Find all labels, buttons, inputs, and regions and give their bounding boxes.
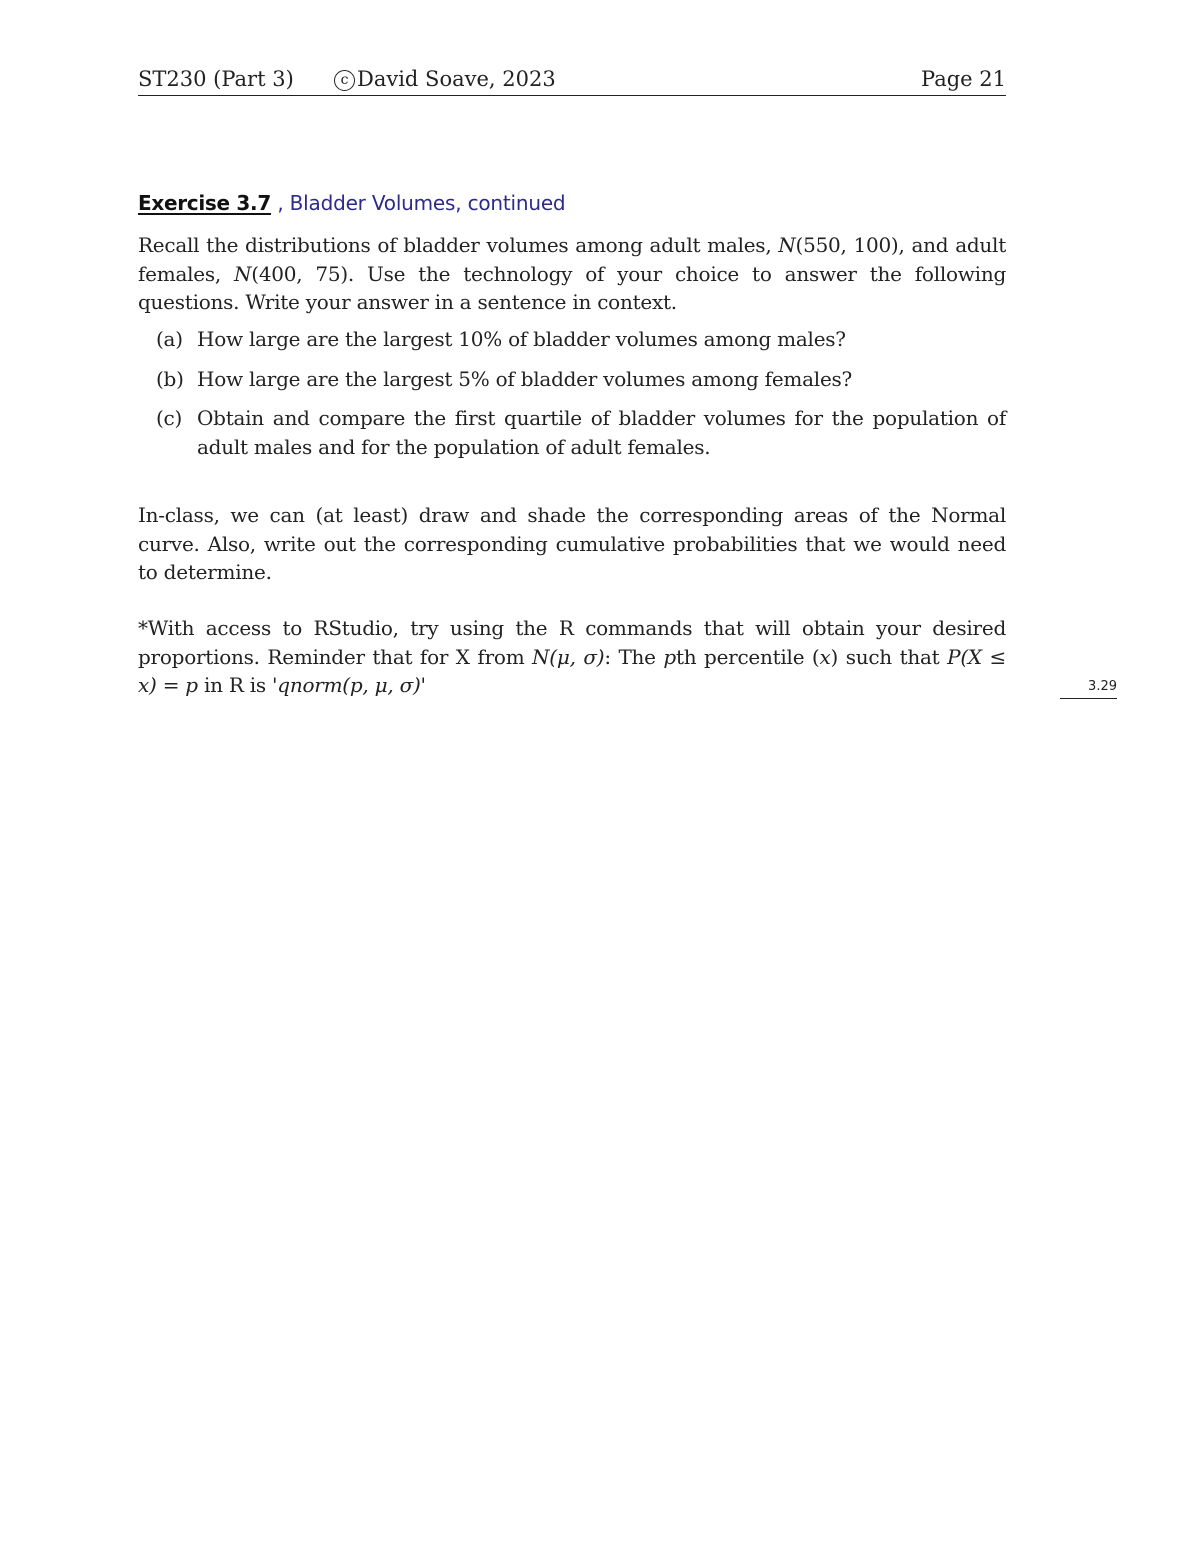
- course-code: ST230 (Part 3): [138, 67, 294, 91]
- rstudio-text-3: th percentile (: [675, 644, 820, 669]
- exercise-label: Exercise 3.7: [138, 191, 271, 215]
- question-label: (b): [156, 366, 184, 391]
- exercise-title: , Bladder Volumes, continued: [277, 191, 566, 215]
- list-item: [156, 365, 1006, 394]
- intro-math-2-args: (400, 75): [251, 261, 348, 286]
- list-item: [156, 404, 1006, 461]
- question-text: How large are the largest 10% of bladder volumes among males?: [197, 327, 846, 351]
- question-label: (a): [156, 327, 183, 351]
- rstudio-text-5: in R is: [197, 673, 273, 697]
- rstudio-math-4: P: [947, 644, 961, 669]
- copyright-icon: c: [334, 70, 355, 91]
- rstudio-math-1: N: [532, 644, 550, 669]
- rstudio-paragraph: [138, 614, 1006, 700]
- list-item: [156, 325, 1006, 354]
- rstudio-text-1: *With access to RStudio, try using the R commands that will obtain your desired proportions. Reminder that for X from: [138, 616, 1006, 669]
- rstudio-math-1-args: (μ, σ): [549, 644, 605, 669]
- question-text: How large are the largest 5% of bladder volumes among females?: [197, 366, 853, 391]
- author-name: David Soave, 2023: [357, 67, 556, 91]
- rstudio-text-4: ) such that: [830, 644, 948, 669]
- intro-text-1: Recall the distributions of bladder volumes among adult males,: [138, 233, 779, 257]
- rstudio-text-2: : The: [604, 644, 664, 669]
- margin-slide-number: 3.29: [1060, 676, 1117, 699]
- intro-math-1-args: (550, 100): [795, 233, 899, 257]
- copyright-notice: [334, 64, 556, 94]
- page-number: Page 21: [921, 67, 1006, 91]
- question-text: Obtain and compare the first quartile of bladder volumes for the population of adult males and for the population of adult females.: [197, 406, 1006, 459]
- rstudio-math-4-args: (X ≤ x) = p: [138, 644, 1006, 697]
- intro-math-2: N: [234, 261, 252, 286]
- r-command: 'qnorm(p, μ, σ)': [272, 673, 426, 697]
- intro-text-2: , and adult females,: [138, 233, 1006, 286]
- page-header: [138, 64, 1006, 96]
- intro-paragraph: [138, 231, 1006, 317]
- rstudio-math-3: x: [819, 644, 831, 669]
- inclass-paragraph: In-class, we can (at least) draw and shade the corresponding areas of the Normal curve. Also, write out the corresponding cumulative probabilities that we would need to determine.: [138, 503, 1006, 584]
- rstudio-math-2: p: [663, 644, 676, 669]
- question-list: [156, 325, 1006, 472]
- intro-text-3: . Use the technology of your choice to answer the following questions. Write your answer in a sentence in context.: [138, 261, 1006, 314]
- intro-math-1: N: [778, 233, 796, 257]
- question-label: (c): [156, 406, 183, 430]
- exercise-heading: [138, 188, 565, 218]
